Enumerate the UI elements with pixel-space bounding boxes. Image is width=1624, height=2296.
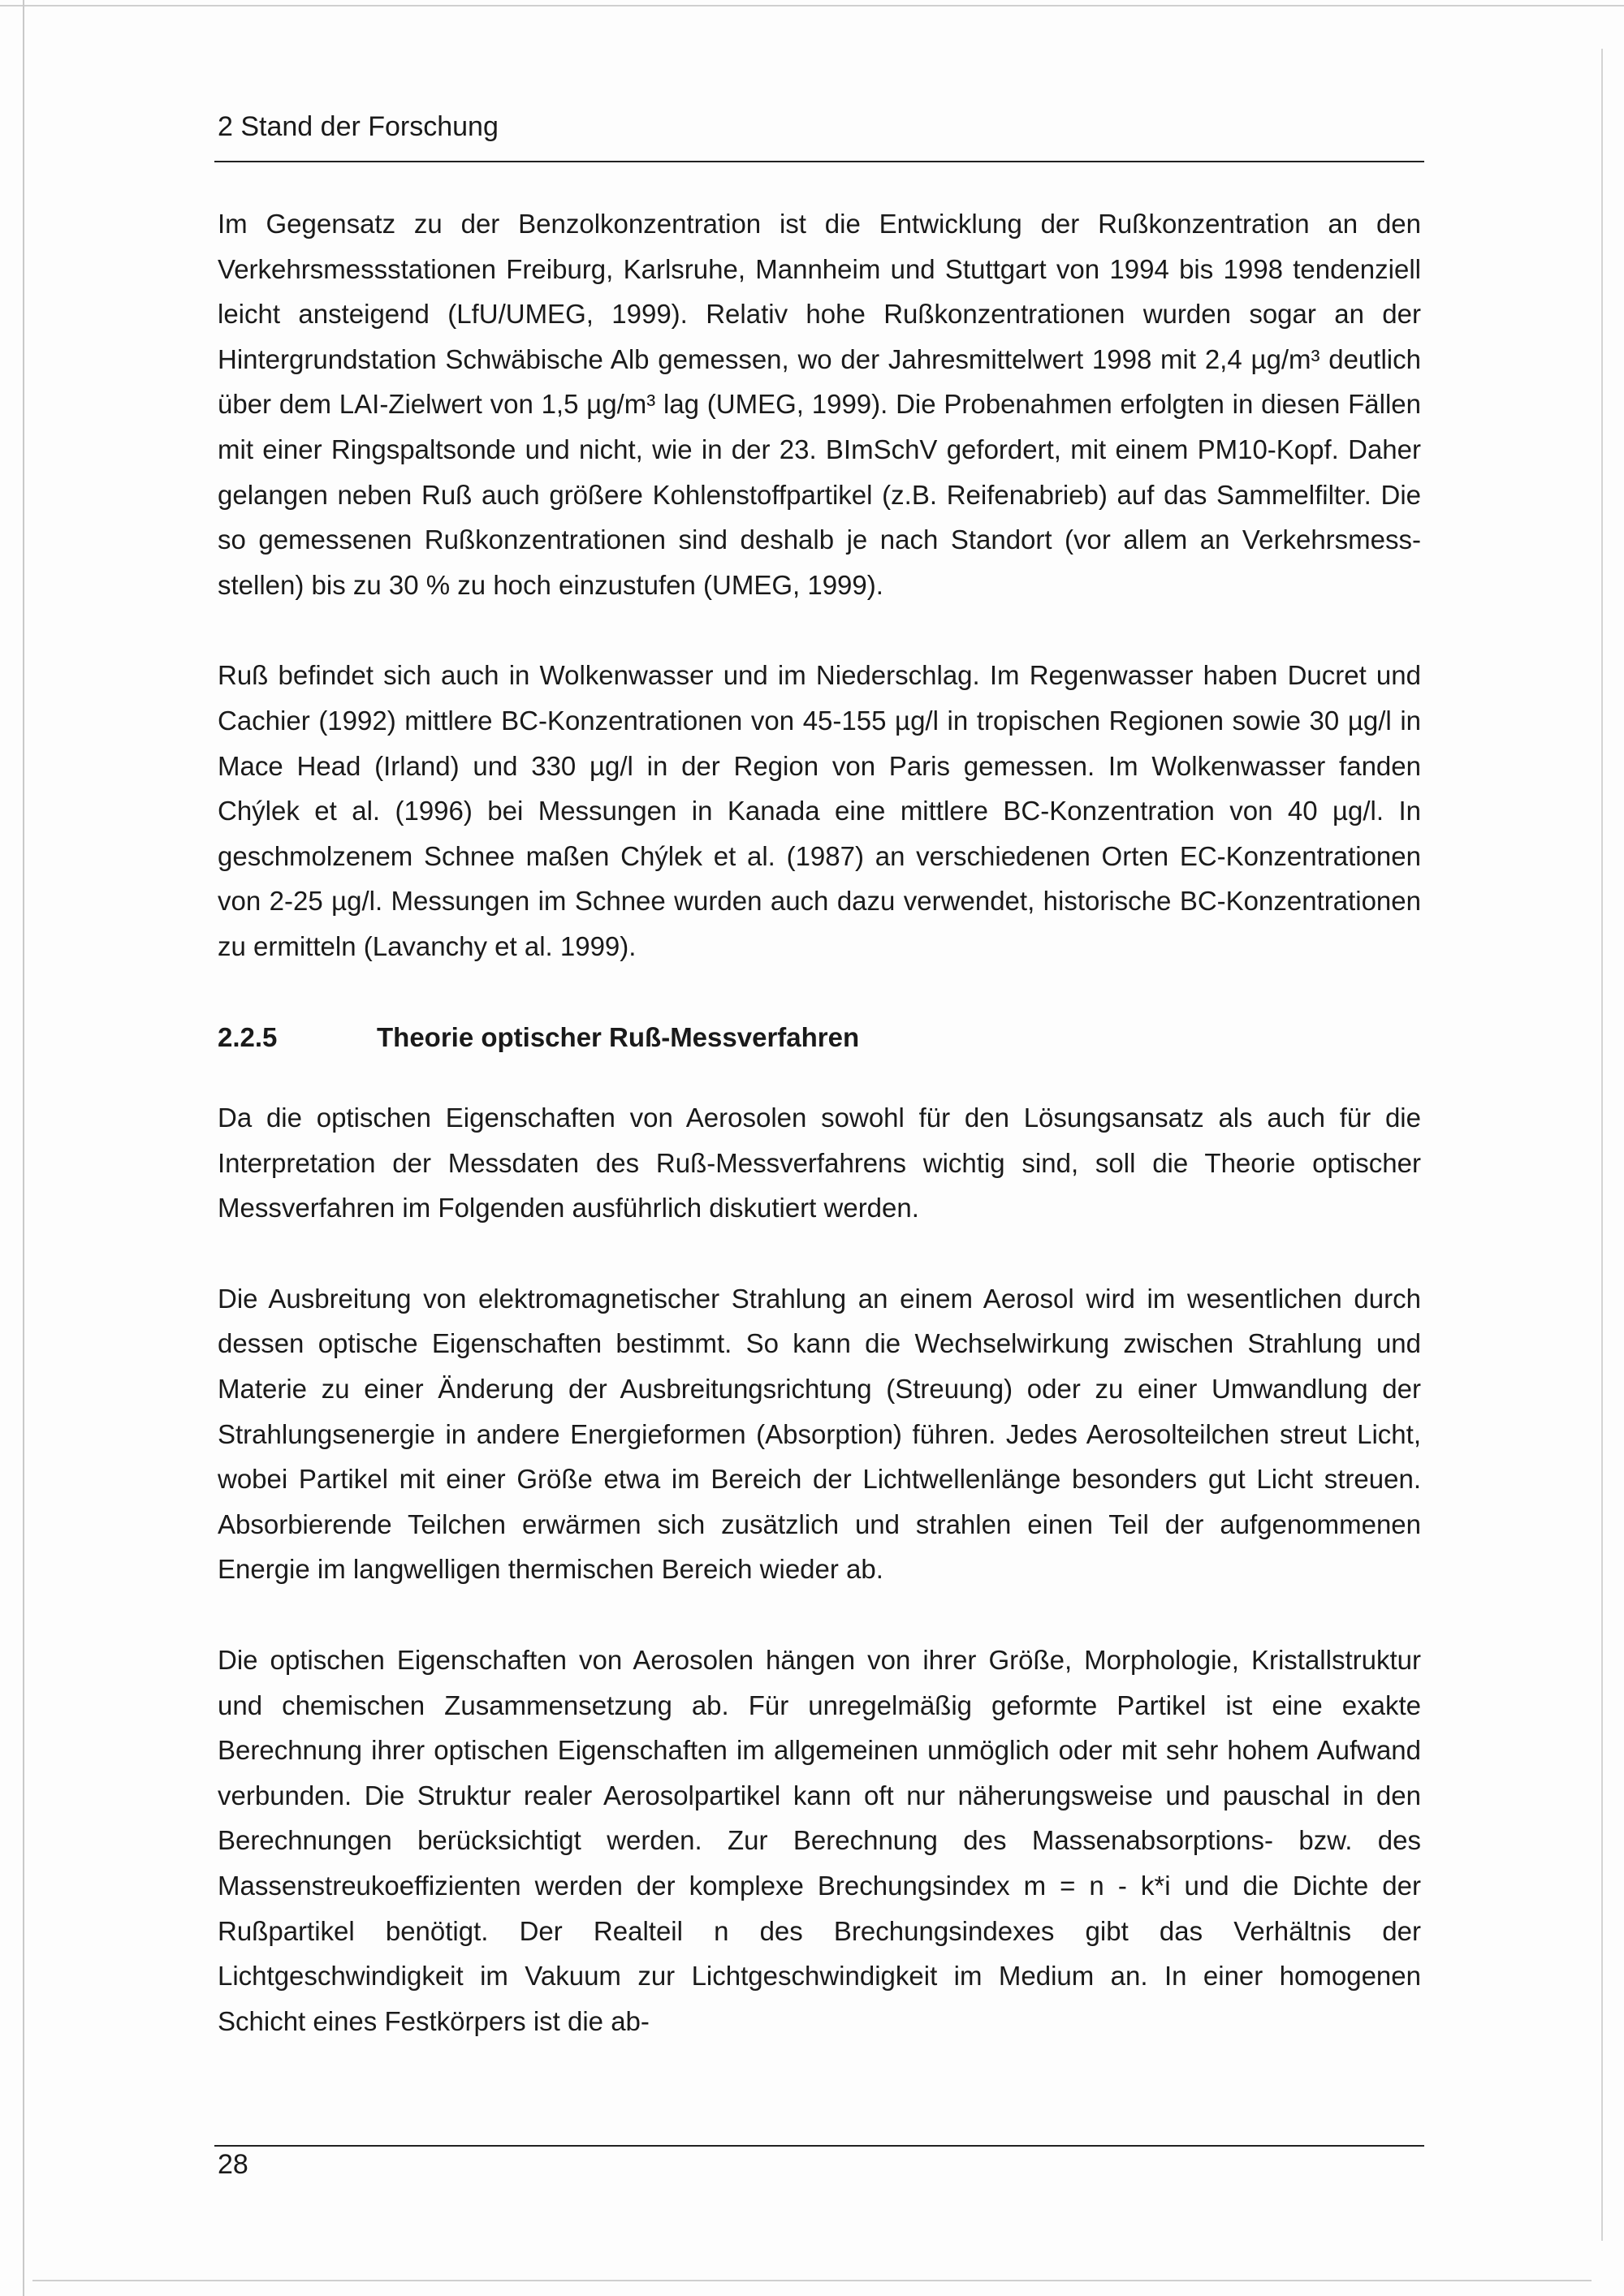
section-number: 2.2.5 bbox=[218, 1021, 278, 1052]
paragraph: Im Gegensatz zu der Benzolkonzentration ist die Entwicklung der Rußkonzentration an den Verkehrsmessstationen Freiburg, Karlsruhe, Mannheim und Stuttgart von 1994 bis 1998 tendenziell leicht ansteigend (LfU/UMEG, 1999). Relativ hohe Rußkonzentrationen wurden sogar an der Hintergrundstation Schwäbische Alb gemessen, wo der Jahresmittelwert 1998 mit 2,4 µg/m³ deutlich über dem LAI-Zielwert von 1,5 µg/m³ lag (UMEG, 1999). Die Probenahmen erfolgten in diesen Fällen mit einer Ringspaltsonde und nicht, wie in der 23. BImSchV gefordert, mit einem PM10-Kopf. Daher gelangen neben Ruß auch größere Kohlenstoffpartikel (z.B. Reifenabrieb) auf das Sammelfilter. Die so gemessenen Rußkonzentrationen sind deshalb je nach Standort (vor allem an Verkehrsmessstellen) bis zu 30 % zu hoch einzustufen (UMEG, 1999). bbox=[218, 209, 1421, 600]
section-heading bbox=[218, 1015, 1421, 1060]
paragraph: Die optischen Eigenschaften von Aerosolen hängen von ihrer Größe, Morphologie, Kristallstruktur und chemischen Zusammensetzung ab. Für unregelmäßig geformte Partikel ist eine exakte Berechnung ihrer optischen Eigenschaften im allgemeinen unmöglich oder mit sehr hohem Aufwand verbunden. Die Struktur realer Aerosolpartikel kann oft nur näherungsweise und pauschal in den Berechnungen berücksichtigt werden. Zur Berechnung des Massenabsorptions- bzw. des Massenstreukoeffizienten werden der komplexe Brechungsindex m = n - k*i und die Dichte der Rußpartikel benötigt. Der Realteil n des Brechungsindexes gibt das Verhältnis der Lichtgeschwindigkeit im Vakuum zur Lichtgeschwindigkeit im Medium an. In einer homogenen Schicht eines Festkörpers ist die ab- bbox=[218, 1645, 1421, 2036]
scan-edge-top bbox=[0, 5, 1624, 6]
running-header: 2 Stand der Forschung bbox=[218, 111, 499, 142]
page-number: 28 bbox=[218, 2149, 248, 2180]
section-title: Theorie optischer Ruß-Messverfahren bbox=[377, 1021, 860, 1052]
scan-edge-right bbox=[1601, 49, 1603, 2241]
header-rule bbox=[214, 161, 1424, 162]
paragraph: Ruß befindet sich auch in Wolkenwasser und im Niederschlag. Im Regenwasser haben Ducret und Cachier (1992) mittlere BC-Konzentrationen von 45-155 µg/l in tropischen Regionen sowie 30 µg/l in Mace Head (Irland) und 330 µg/l in der Region von Paris gemessen. Im Wolkenwasser fanden Chýlek et al. (1996) bei Messungen in Kanada eine mittlere BC-Konzentration von 40 µg/l. In geschmolzenem Schnee maßen Chýlek et al. (1987) an verschiedenen Orten EC-Konzentrationen von 2-25 µg/l. Messungen im Schnee wurden auch dazu verwendet, historische BC-Konzentrationen zu ermitteln (Lavanchy et al. 1999). bbox=[218, 660, 1421, 961]
scan-edge-bottom bbox=[32, 2280, 1592, 2281]
scan-edge-left bbox=[23, 0, 24, 2296]
body-text bbox=[218, 201, 1421, 2089]
footer-rule bbox=[214, 2145, 1424, 2147]
paragraph: Die Ausbreitung von elektromagnetischer Strahlung an einem Aerosol wird im wesentlichen durch dessen optische Eigenschaften bestimmt. So kann die Wechselwirkung zwischen Strahlung und Materie zu einer Änderung der Ausbreitungsrichtung (Streuung) oder zu einer Umwandlung der Strahlungsenergie in andere Energieformen (Absorption) führen. Jedes Aerosolteilchen streut Licht, wobei Partikel mit einer Größe etwa im Bereich der Lichtwellenlänge besonders gut Licht streuen. Absorbierende Teilchen erwärmen sich zusätzlich und strahlen einen Teil der aufgenommenen Energie im langwelligen thermischen Bereich wieder ab. bbox=[218, 1283, 1421, 1585]
paragraph: Da die optischen Eigenschaften von Aerosolen sowohl für den Lösungsansatz als auch für die Interpretation der Messdaten des Ruß-Messverfahrens wichtig sind, soll die Theorie optischer Messverfahren im Folgenden ausführlich diskutiert werden. bbox=[218, 1103, 1421, 1224]
